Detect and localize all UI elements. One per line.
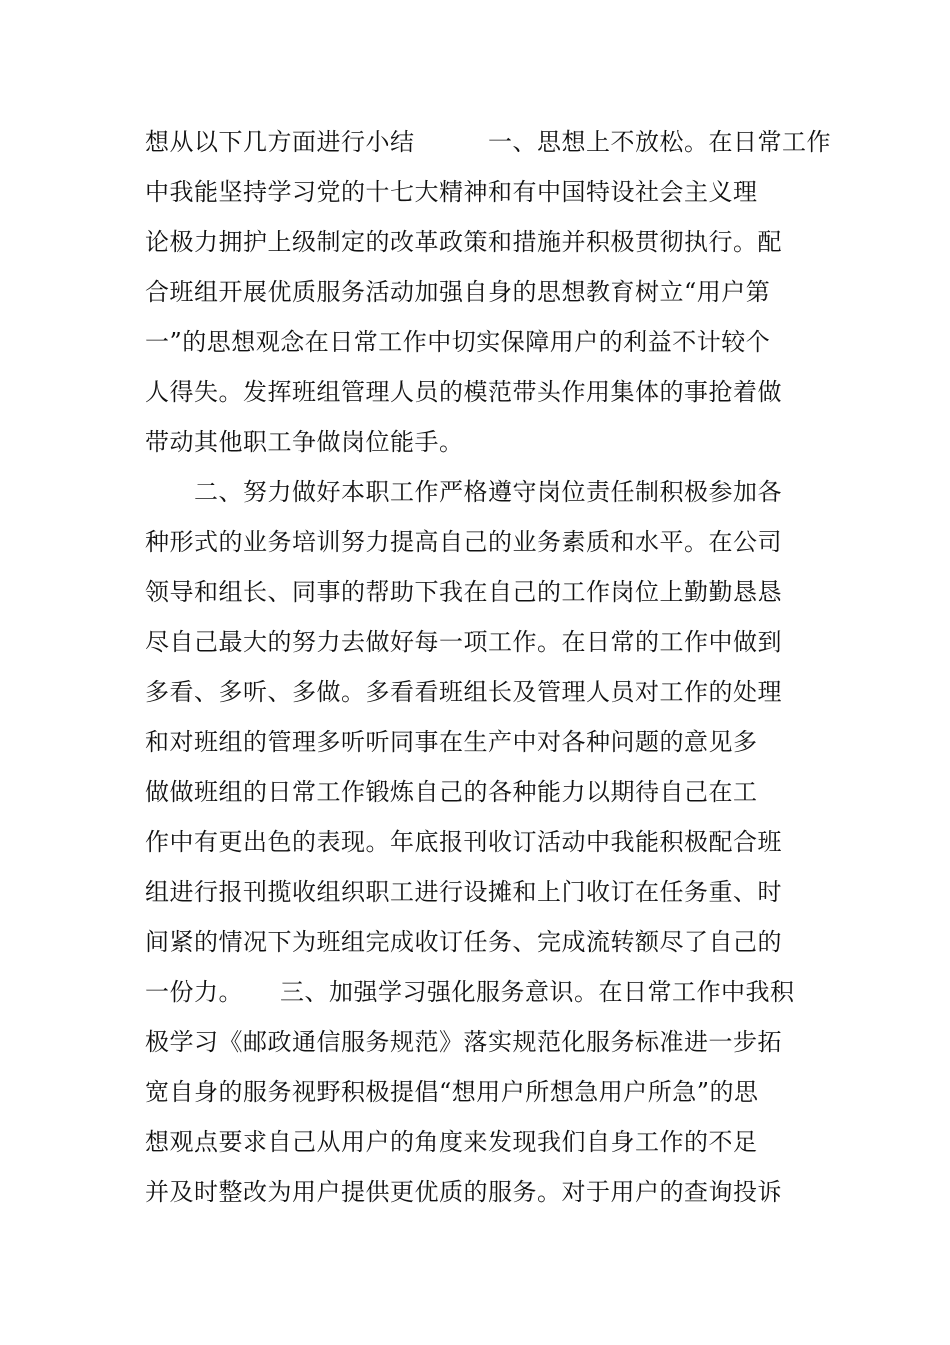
text-line: 尽自己最大的努力去做好每一项工作。在日常的工作中做到 [145, 628, 782, 656]
text-line: 间紧的情况下为班组完成收订任务、完成流转额尽了自己的 [145, 928, 782, 956]
text-line: 人得失。发挥班组管理人员的模范带头作用集体的事抢着做 [145, 378, 782, 406]
text-line: 二、努力做好本职工作严格遵守岗位责任制积极参加各 [145, 478, 782, 506]
text-line: 和对班组的管理多听听同事在生产中对各种问题的意见多 [145, 728, 758, 756]
text-line: 一”的思想观念在日常工作中切实保障用户的利益不计较个 [145, 328, 771, 356]
text-line: 极学习《邮政通信服务规范》落实规范化服务标准进一步拓 [145, 1028, 782, 1056]
text-line: 多看、多听、多做。多看看班组长及管理人员对工作的处理 [145, 678, 782, 706]
text-line: 中我能坚持学习党的十七大精神和有中国特设社会主义理 [145, 178, 758, 206]
text-line: 带动其他职工争做岗位能手。 [145, 428, 464, 456]
text-line: 论极力拥护上级制定的改革政策和措施并积极贯彻执行。配 [145, 228, 782, 256]
document-body [145, 117, 831, 1217]
text-line: 种形式的业务培训努力提高自己的业务素质和水平。在公司 [145, 528, 782, 556]
text-line: 领导和组长、同事的帮助下我在自己的工作岗位上勤勤恳恳 [145, 578, 782, 606]
text-line: 作中有更出色的表现。年底报刊收订活动中我能积极配合班 [145, 828, 782, 856]
text-line: 并及时整改为用户提供更优质的服务。对于用户的查询投诉 [145, 1178, 782, 1206]
text-line: 想观点要求自己从用户的角度来发现我们自身工作的不足 [145, 1128, 758, 1156]
text-line: 宽自身的服务视野积极提倡“想用户所想急用户所急”的思 [145, 1078, 759, 1106]
text-line: 一份力。 三、加强学习强化服务意识。在日常工作中我积 [145, 978, 795, 1006]
text-line: 组进行报刊揽收组织职工进行设摊和上门收订在任务重、时 [145, 878, 782, 906]
text-line: 合班组开展优质服务活动加强自身的思想教育树立“用户第 [145, 278, 771, 306]
text-line: 想从以下几方面进行小结 一、思想上不放松。在日常工作 [145, 128, 831, 156]
text-line: 做做班组的日常工作锻炼自己的各种能力以期待自己在工 [145, 778, 758, 806]
